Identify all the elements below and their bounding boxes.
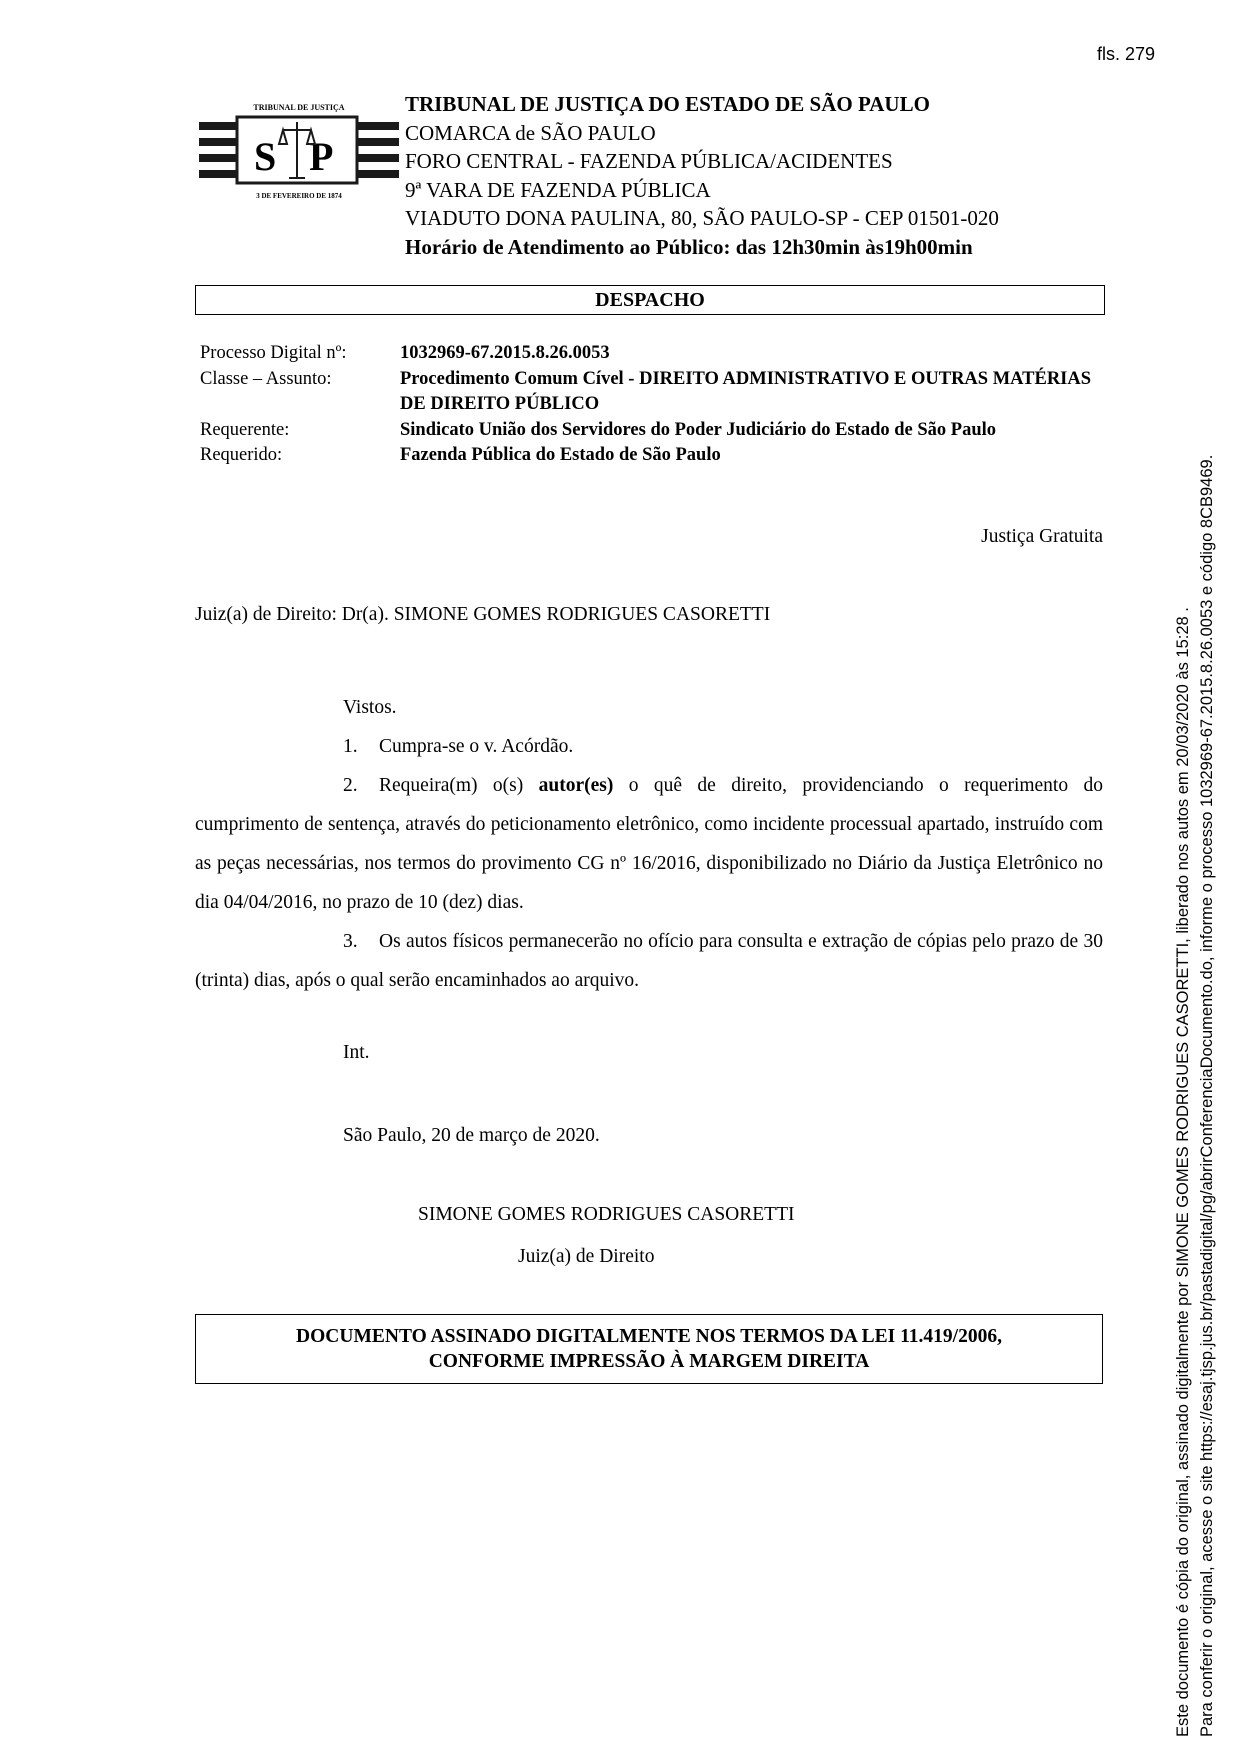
page-number: fls. 279 bbox=[1097, 44, 1156, 64]
intimation: Int. bbox=[343, 1042, 370, 1063]
order-body bbox=[195, 688, 1103, 1000]
item-1: 1. Cumpra-se o v. Acórdão. bbox=[343, 736, 574, 757]
case-metadata bbox=[200, 341, 1100, 469]
item-2: 2. Requeira(m) o(s) autor(es) o quê de direito, providenciando o requerimento do cumprimento de sentença, através do peticionamento eletrônico, como incidente processual apartado, instruído com as peças necessárias, nos termos do provimento CG nº 16/2016, disponibilizado no Diário da Justiça Eletrônico no dia 04/04/2016, no prazo de 10 (dez) dias. bbox=[195, 775, 1103, 913]
judge-line: Juiz(a) de Direito: Dr(a). SIMONE GOMES RODRIGUES CASORETTI bbox=[195, 604, 771, 625]
document-date: São Paulo, 20 de março de 2020. bbox=[343, 1125, 600, 1146]
requerente-label: Requerente: bbox=[200, 419, 290, 440]
header-foro: FORO CENTRAL - FAZENDA PÚBLICA/ACIDENTES bbox=[405, 149, 893, 173]
header-vara: 9ª VARA DE FAZENDA PÚBLICA bbox=[405, 177, 711, 202]
court-header bbox=[405, 90, 999, 261]
logo-letter-s: S bbox=[254, 134, 277, 179]
header-hours: Horário de Atendimento ao Público: das 12h30min às19h00min bbox=[405, 234, 973, 259]
document-title: DESPACHO bbox=[195, 285, 1105, 315]
logo-top-text: TRIBUNAL DE JUSTIÇA bbox=[253, 103, 345, 112]
margin-line1: Este documento é cópia do original, assinado digitalmente por SIMONE GOMES RODRIGUES CASORETTI, liberado nos autos em 20/03/2020 às 15:28 . bbox=[1174, 607, 1192, 1737]
signature-notice-line2: CONFORME IMPRESSÃO À MARGEM DIREITA bbox=[428, 1351, 870, 1372]
signer-role: Juiz(a) de Direito bbox=[518, 1246, 655, 1267]
processo-value: 1032969-67.2015.8.26.0053 bbox=[400, 343, 610, 363]
justica-gratuita: Justiça Gratuita bbox=[981, 526, 1103, 547]
logo-letter-p: P bbox=[309, 134, 334, 179]
classe-label: Classe – Assunto: bbox=[200, 368, 332, 389]
signer-name: SIMONE GOMES RODRIGUES CASORETTI bbox=[418, 1204, 795, 1225]
processo-label: Processo Digital nº: bbox=[200, 343, 347, 363]
item-3: 3. Os autos físicos permanecerão no ofício para consulta e extração de cópias pelo prazo de 30 (trinta) dias, após o qual serão encaminhados ao arquivo. bbox=[195, 931, 1103, 991]
header-court-name: TRIBUNAL DE JUSTIÇA DO ESTADO DE SÃO PAULO bbox=[405, 92, 930, 116]
header-address: VIADUTO DONA PAULINA, 80, SÃO PAULO-SP - CEP 01501-020 bbox=[405, 206, 999, 230]
vistos: Vistos. bbox=[343, 697, 397, 718]
header-comarca: COMARCA de SÃO PAULO bbox=[405, 120, 656, 145]
requerido-label: Requerido: bbox=[200, 445, 283, 465]
signature-notice-line1: DOCUMENTO ASSINADO DIGITALMENTE NOS TERMOS DA LEI 11.419/2006, bbox=[296, 1326, 1002, 1347]
digital-signature-notice bbox=[195, 1314, 1103, 1384]
requerente-value: Sindicato União dos Servidores do Poder Judiciário do Estado de São Paulo bbox=[400, 419, 997, 440]
requerido-value: Fazenda Pública do Estado de São Paulo bbox=[400, 445, 721, 465]
court-logo bbox=[199, 78, 399, 228]
classe-value: Procedimento Comum Cível - DIREITO ADMINISTRATIVO E OUTRAS MATÉRIAS DE DIREITO PÚBLICO bbox=[400, 368, 1092, 414]
margin-authentication-text bbox=[1171, 287, 1219, 1737]
margin-line2: Para conferir o original, acesse o site https://esaj.tjsp.jus.br/pastadigital/pg/abrirConferenciaDocumento.do, informe o processo 1032969-67.2015.8.26.0053 e código 8CB9469. bbox=[1198, 454, 1216, 1737]
logo-bottom-text: 3 DE FEVEREIRO DE 1874 bbox=[256, 192, 342, 200]
